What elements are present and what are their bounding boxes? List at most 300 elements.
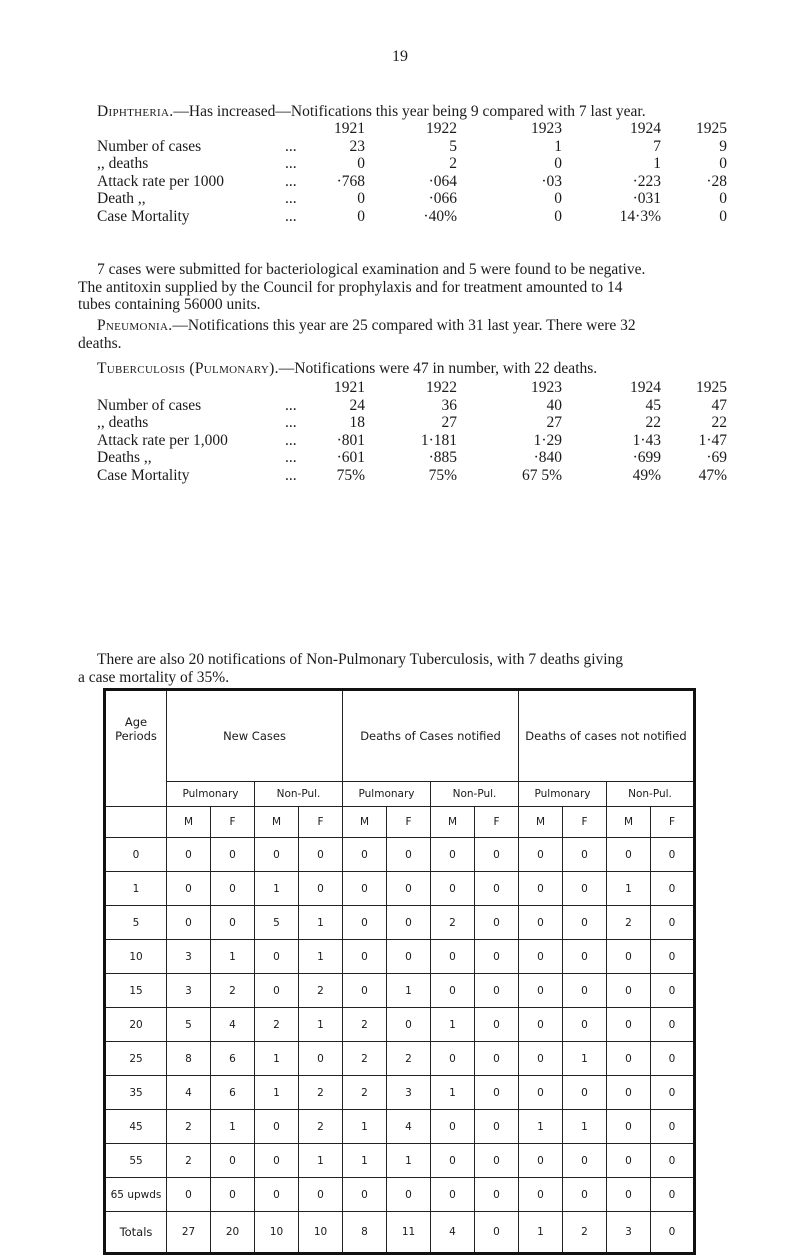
tuberculosis-value: 40 <box>546 396 562 414</box>
count-cell: 0 <box>475 974 519 1008</box>
tuberculosis-row <box>97 467 727 485</box>
count-cell: 1 <box>387 974 431 1008</box>
tuberculosis-row-label: Attack rate per 1,000 <box>97 431 228 449</box>
count-cell: 3 <box>167 974 211 1008</box>
count-cell: 0 <box>607 1076 651 1110</box>
count-cell: 0 <box>299 1042 343 1076</box>
age-cell: 5 <box>105 906 167 940</box>
count-cell: 0 <box>343 872 387 906</box>
count-cell: 5 <box>255 906 299 940</box>
diphtheria-row-label: Attack rate per 1000 <box>97 172 224 190</box>
count-cell: 1 <box>255 1042 299 1076</box>
age-cell: 1 <box>105 872 167 906</box>
diphtheria-heading-line <box>97 103 646 121</box>
sex-header-f: F <box>475 807 519 838</box>
count-cell: 0 <box>651 906 695 940</box>
tuberculosis-row-label: ,, deaths <box>97 414 149 431</box>
count-cell: 1 <box>255 872 299 906</box>
count-cell: 0 <box>211 838 255 872</box>
count-cell: 2 <box>563 1212 607 1254</box>
tuberculosis-row-label: Deaths ,, <box>97 449 152 466</box>
tuberculosis-value: ·69 <box>706 449 727 466</box>
table-row <box>105 1178 695 1212</box>
count-cell: 10 <box>299 1212 343 1254</box>
count-cell: 4 <box>211 1008 255 1042</box>
count-cell: 1 <box>343 1110 387 1144</box>
count-cell: 0 <box>167 872 211 906</box>
diphtheria-value: ·223 <box>632 172 661 190</box>
tuberculosis-value: 75% <box>336 466 365 484</box>
count-cell: 2 <box>299 1076 343 1110</box>
pneumonia-paragraph <box>78 317 727 352</box>
tuberculosis-row-dots: ... <box>285 396 297 414</box>
count-cell: 2 <box>211 974 255 1008</box>
count-cell: 5 <box>167 1008 211 1042</box>
diphtheria-note-line-2: The antitoxin supplied by the Council for prophylaxis and for treatment amounted to 14 <box>78 278 623 296</box>
diphtheria-row <box>97 138 727 156</box>
sex-header-blank <box>105 807 167 838</box>
count-cell: 2 <box>607 906 651 940</box>
count-cell: 0 <box>519 1042 563 1076</box>
diphtheria-year-1: 1922 <box>426 120 457 137</box>
diphtheria-value: 0 <box>554 190 562 207</box>
table-row <box>105 1110 695 1144</box>
count-cell: 0 <box>519 1178 563 1212</box>
sex-header-m: M <box>343 807 387 838</box>
count-cell: 0 <box>167 1178 211 1212</box>
diphtheria-row-label: ,, deaths <box>97 155 149 172</box>
diphtheria-value: 0 <box>357 155 365 172</box>
sex-header-m: M <box>167 807 211 838</box>
tuberculosis-value: 27 <box>441 414 457 431</box>
count-cell: 4 <box>387 1110 431 1144</box>
count-cell: 0 <box>607 940 651 974</box>
count-cell: 1 <box>211 940 255 974</box>
count-cell: 1 <box>343 1144 387 1178</box>
sex-header-m: M <box>519 807 563 838</box>
count-cell: 0 <box>607 1008 651 1042</box>
count-cell: 1 <box>519 1110 563 1144</box>
count-cell: 0 <box>431 1110 475 1144</box>
tuberculosis-value: 22 <box>711 414 727 431</box>
count-cell: 2 <box>299 1110 343 1144</box>
tuberculosis-row-label: Case Mortality <box>97 466 190 484</box>
count-cell: 0 <box>475 1008 519 1042</box>
diphtheria-row-dots: ... <box>285 190 297 207</box>
count-cell: 0 <box>519 940 563 974</box>
tuberculosis-year-4: 1925 <box>696 379 727 396</box>
count-cell: 0 <box>343 838 387 872</box>
count-cell: 0 <box>607 1178 651 1212</box>
count-cell: 0 <box>651 1008 695 1042</box>
count-cell: 0 <box>255 974 299 1008</box>
count-cell: 4 <box>431 1212 475 1254</box>
count-cell: 0 <box>387 838 431 872</box>
count-cell: 0 <box>651 1212 695 1254</box>
tuberculosis-value: 1·29 <box>533 431 562 449</box>
diphtheria-year-3: 1924 <box>630 120 661 137</box>
tuberculosis-year-2: 1923 <box>531 379 562 396</box>
count-cell: 0 <box>167 838 211 872</box>
diphtheria-row-dots: ... <box>285 207 297 225</box>
count-cell: 0 <box>651 838 695 872</box>
count-cell: 1 <box>299 940 343 974</box>
count-cell: 1 <box>431 1008 475 1042</box>
diphtheria-value: ·28 <box>706 172 727 190</box>
subgroup-header: Pulmonary <box>343 782 431 807</box>
group-header-deaths-not-notified: Deaths of cases not notified <box>519 690 695 782</box>
tuberculosis-value: 1·43 <box>632 431 661 449</box>
diphtheria-value: 0 <box>719 155 727 172</box>
count-cell: 0 <box>651 1178 695 1212</box>
age-cell: 55 <box>105 1144 167 1178</box>
count-cell: 0 <box>563 940 607 974</box>
count-cell: 0 <box>519 872 563 906</box>
count-cell: 0 <box>607 838 651 872</box>
tuberculosis-value: 18 <box>349 414 365 431</box>
diphtheria-year-4: 1925 <box>696 120 727 137</box>
count-cell: 0 <box>651 1076 695 1110</box>
diphtheria-note <box>78 261 727 314</box>
tuberculosis-row <box>97 414 727 432</box>
diphtheria-year-0: 1921 <box>334 120 365 137</box>
count-cell: 0 <box>475 1178 519 1212</box>
diphtheria-row <box>97 173 727 191</box>
diphtheria-row <box>97 155 727 173</box>
diphtheria-value: ·031 <box>632 190 661 207</box>
count-cell: 0 <box>607 1042 651 1076</box>
count-cell: 0 <box>255 838 299 872</box>
table-row <box>105 906 695 940</box>
age-cell: 15 <box>105 974 167 1008</box>
count-cell: 1 <box>299 1008 343 1042</box>
tuberculosis-value: ·840 <box>533 449 562 466</box>
diphtheria-value: 14·3% <box>619 207 661 225</box>
diphtheria-value: 0 <box>719 190 727 207</box>
count-cell: 10 <box>255 1212 299 1254</box>
count-cell: 27 <box>167 1212 211 1254</box>
count-cell: 1 <box>255 1076 299 1110</box>
count-cell: 0 <box>431 838 475 872</box>
count-cell: 1 <box>519 1212 563 1254</box>
tuberculosis-value: 67 5% <box>521 466 562 484</box>
count-cell: 3 <box>167 940 211 974</box>
diphtheria-value: 5 <box>449 137 457 155</box>
age-cell: 20 <box>105 1008 167 1042</box>
count-cell: 1 <box>387 1144 431 1178</box>
table-row <box>105 872 695 906</box>
count-cell: 0 <box>475 1212 519 1254</box>
subgroup-header: Pulmonary <box>167 782 255 807</box>
count-cell: 0 <box>475 1042 519 1076</box>
count-cell: 0 <box>387 872 431 906</box>
count-cell: 0 <box>563 1008 607 1042</box>
tuberculosis-row <box>97 397 727 415</box>
sex-header-m: M <box>431 807 475 838</box>
count-cell: 0 <box>475 838 519 872</box>
tuberculosis-value: 1·47 <box>698 431 727 449</box>
count-cell: 0 <box>475 906 519 940</box>
diphtheria-value: 9 <box>719 137 727 155</box>
count-cell: 0 <box>255 1110 299 1144</box>
tuberculosis-row-dots: ... <box>285 466 297 484</box>
count-cell: 2 <box>343 1008 387 1042</box>
diphtheria-value: ·066 <box>428 190 457 207</box>
count-cell: 20 <box>211 1212 255 1254</box>
count-cell: 2 <box>343 1042 387 1076</box>
count-cell: 0 <box>255 1178 299 1212</box>
diphtheria-note-line-3: tubes containing 56000 units. <box>78 296 261 313</box>
diphtheria-value: ·768 <box>336 172 365 190</box>
table-row <box>105 1144 695 1178</box>
count-cell: 0 <box>563 872 607 906</box>
count-cell: 0 <box>299 1178 343 1212</box>
count-cell: 1 <box>299 1144 343 1178</box>
count-cell: 0 <box>651 1042 695 1076</box>
table-row <box>105 1076 695 1110</box>
tuberculosis-value: 45 <box>645 396 661 414</box>
tuberculosis-value: 49% <box>632 466 661 484</box>
count-cell: 0 <box>607 974 651 1008</box>
sex-header-m: M <box>607 807 651 838</box>
tuberculosis-row-dots: ... <box>285 414 297 431</box>
diphtheria-value: 0 <box>719 207 727 225</box>
tuberculosis-note-line-1: There are also 20 notifications of Non-Pulmonary Tuberculosis, with 7 deaths giving <box>97 651 624 668</box>
age-cell: 35 <box>105 1076 167 1110</box>
tuberculosis-heading-line <box>97 360 597 378</box>
age-cell: Totals <box>105 1212 167 1254</box>
tuberculosis-year-0: 1921 <box>334 379 365 396</box>
count-cell: 0 <box>299 872 343 906</box>
diphtheria-row-label: Case Mortality <box>97 207 190 225</box>
count-cell: 0 <box>519 838 563 872</box>
count-cell: 0 <box>431 1178 475 1212</box>
count-cell: 0 <box>343 940 387 974</box>
count-cell: 2 <box>387 1042 431 1076</box>
count-cell: 11 <box>387 1212 431 1254</box>
tuberculosis-stats <box>97 379 727 484</box>
sex-header-m: M <box>255 807 299 838</box>
diphtheria-stats <box>97 120 727 225</box>
pneumonia-heading: Pneumonia. <box>97 317 173 334</box>
diphtheria-value: ·03 <box>541 172 562 190</box>
count-cell: 0 <box>431 974 475 1008</box>
sex-header-f: F <box>211 807 255 838</box>
count-cell: 0 <box>255 1144 299 1178</box>
diphtheria-value: 7 <box>653 137 661 155</box>
tuberculosis-table-wrapper <box>103 688 696 1255</box>
count-cell: 0 <box>387 940 431 974</box>
count-cell: 0 <box>651 1110 695 1144</box>
count-cell: 0 <box>211 872 255 906</box>
count-cell: 3 <box>607 1212 651 1254</box>
table-row <box>105 838 695 872</box>
tuberculosis-value: 27 <box>546 414 562 431</box>
count-cell: 0 <box>519 1144 563 1178</box>
table-row <box>105 1008 695 1042</box>
diphtheria-value: 0 <box>554 155 562 172</box>
count-cell: 0 <box>343 1178 387 1212</box>
count-cell: 0 <box>563 1144 607 1178</box>
tuberculosis-intro: —Notifications were 47 in number, with 22 deaths. <box>278 360 598 377</box>
diphtheria-row <box>97 208 727 226</box>
count-cell: 1 <box>299 906 343 940</box>
count-cell: 0 <box>299 838 343 872</box>
count-cell: 4 <box>167 1076 211 1110</box>
totals-row <box>105 1212 695 1254</box>
count-cell: 2 <box>431 906 475 940</box>
count-cell: 0 <box>167 906 211 940</box>
count-cell: 0 <box>607 1144 651 1178</box>
tuberculosis-age-table <box>103 688 696 1255</box>
count-cell: 0 <box>211 1144 255 1178</box>
sex-header-f: F <box>387 807 431 838</box>
count-cell: 6 <box>211 1042 255 1076</box>
tuberculosis-row-dots: ... <box>285 449 297 466</box>
diphtheria-note-line-1: 7 cases were submitted for bacteriological examination and 5 were found to be negative. <box>97 261 646 278</box>
count-cell: 0 <box>475 1076 519 1110</box>
tuberculosis-value: 47 <box>711 396 727 414</box>
diphtheria-row-dots: ... <box>285 137 297 155</box>
count-cell: 0 <box>563 1076 607 1110</box>
count-cell: 2 <box>255 1008 299 1042</box>
count-cell: 2 <box>299 974 343 1008</box>
diphtheria-row <box>97 190 727 208</box>
count-cell: 0 <box>387 1178 431 1212</box>
table-row <box>105 1042 695 1076</box>
count-cell: 0 <box>607 1110 651 1144</box>
diphtheria-intro: —Has increased—Notifications this year being 9 compared with 7 last year. <box>173 103 646 120</box>
diphtheria-value: 0 <box>554 207 562 225</box>
age-cell: 45 <box>105 1110 167 1144</box>
count-cell: 2 <box>343 1076 387 1110</box>
tuberculosis-value: ·699 <box>632 449 661 466</box>
count-cell: 8 <box>167 1042 211 1076</box>
tuberculosis-value: 22 <box>645 414 661 431</box>
count-cell: 0 <box>255 940 299 974</box>
subgroup-header: Non-Pul. <box>431 782 519 807</box>
diphtheria-row-dots: ... <box>285 172 297 190</box>
count-cell: 0 <box>387 1008 431 1042</box>
group-header-new-cases: New Cases <box>167 690 343 782</box>
count-cell: 0 <box>563 838 607 872</box>
count-cell: 0 <box>343 974 387 1008</box>
table-row <box>105 940 695 974</box>
diphtheria-year-2: 1923 <box>531 120 562 137</box>
tuberculosis-year-1: 1922 <box>426 379 457 396</box>
diphtheria-value: 23 <box>349 137 365 155</box>
count-cell: 0 <box>211 906 255 940</box>
count-cell: 0 <box>519 974 563 1008</box>
count-cell: 1 <box>563 1110 607 1144</box>
count-cell: 1 <box>431 1076 475 1110</box>
count-cell: 2 <box>167 1110 211 1144</box>
sex-header-f: F <box>299 807 343 838</box>
count-cell: 0 <box>211 1178 255 1212</box>
count-cell: 0 <box>651 1144 695 1178</box>
group-header-deaths-notified: Deaths of Cases notified <box>343 690 519 782</box>
tuberculosis-row <box>97 449 727 467</box>
pneumonia-text-2: deaths. <box>78 334 122 352</box>
tuberculosis-value: 1·181 <box>420 431 457 449</box>
tuberculosis-value: ·885 <box>428 449 457 466</box>
diphtheria-value: 2 <box>449 155 457 172</box>
tuberculosis-year-3: 1924 <box>630 379 661 396</box>
count-cell: 6 <box>211 1076 255 1110</box>
diphtheria-row-dots: ... <box>285 155 297 172</box>
diphtheria-year-header <box>97 120 727 138</box>
count-cell: 0 <box>431 1042 475 1076</box>
diphtheria-value: 0 <box>357 190 365 207</box>
age-cell: 10 <box>105 940 167 974</box>
sex-header-f: F <box>651 807 695 838</box>
count-cell: 0 <box>387 906 431 940</box>
count-cell: 0 <box>563 906 607 940</box>
count-cell: 0 <box>651 974 695 1008</box>
tuberculosis-row-dots: ... <box>285 431 297 449</box>
count-cell: 0 <box>475 1110 519 1144</box>
diphtheria-value: 1 <box>554 137 562 155</box>
subgroup-header: Non-Pul. <box>255 782 343 807</box>
diphtheria-value: ·064 <box>428 172 457 190</box>
sex-header-f: F <box>563 807 607 838</box>
count-cell: 0 <box>563 974 607 1008</box>
count-cell: 8 <box>343 1212 387 1254</box>
age-cell: 25 <box>105 1042 167 1076</box>
count-cell: 0 <box>475 1144 519 1178</box>
count-cell: 0 <box>651 940 695 974</box>
subgroup-header: Non-Pul. <box>607 782 695 807</box>
age-cell: 65 upwds <box>105 1178 167 1212</box>
age-periods-header: Age Periods <box>105 690 167 807</box>
count-cell: 2 <box>167 1144 211 1178</box>
subgroup-header: Pulmonary <box>519 782 607 807</box>
count-cell: 1 <box>563 1042 607 1076</box>
count-cell: 0 <box>519 1076 563 1110</box>
tuberculosis-value: 36 <box>441 396 457 414</box>
count-cell: 1 <box>607 872 651 906</box>
count-cell: 1 <box>211 1110 255 1144</box>
diphtheria-heading: Diphtheria. <box>97 103 174 120</box>
count-cell: 0 <box>475 872 519 906</box>
tuberculosis-value: 75% <box>428 466 457 484</box>
diphtheria-value: 1 <box>653 155 661 172</box>
tuberculosis-value: ·601 <box>336 449 365 466</box>
count-cell: 3 <box>387 1076 431 1110</box>
count-cell: 0 <box>475 940 519 974</box>
tuberculosis-year-header <box>97 379 727 397</box>
tuberculosis-value: 47% <box>698 466 727 484</box>
tuberculosis-value: ·801 <box>336 431 365 449</box>
tuberculosis-row-label: Number of cases <box>97 396 202 414</box>
diphtheria-row-label: Number of cases <box>97 137 202 155</box>
table-row <box>105 974 695 1008</box>
tuberculosis-note-line-2: a case mortality of 35%. <box>78 669 230 686</box>
tuberculosis-heading: Tuberculosis (Pulmonary). <box>97 360 279 377</box>
diphtheria-row-label: Death ,, <box>97 190 146 207</box>
tuberculosis-value: 24 <box>349 396 365 414</box>
diphtheria-value: ·40% <box>423 207 457 225</box>
count-cell: 0 <box>519 906 563 940</box>
count-cell: 0 <box>563 1178 607 1212</box>
age-cell: 0 <box>105 838 167 872</box>
count-cell: 0 <box>431 1144 475 1178</box>
page-number: 19 <box>392 48 408 65</box>
count-cell: 0 <box>431 872 475 906</box>
diphtheria-value: 0 <box>357 207 365 225</box>
tuberculosis-row <box>97 432 727 450</box>
count-cell: 0 <box>651 872 695 906</box>
